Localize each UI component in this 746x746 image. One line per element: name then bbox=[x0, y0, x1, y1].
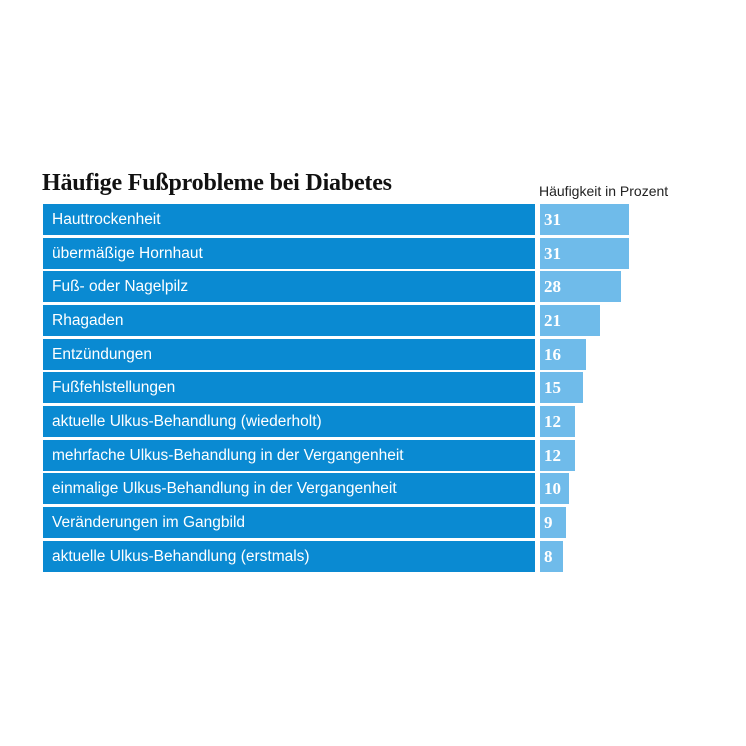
bar-row bbox=[0, 372, 746, 403]
bar-row bbox=[0, 507, 746, 538]
bar-row bbox=[0, 473, 746, 504]
category-label: mehrfache Ulkus-Behandlung in der Vergangenheit bbox=[52, 446, 404, 464]
value-label: 8 bbox=[544, 546, 553, 566]
category-label-box bbox=[43, 305, 535, 336]
category-label: Fuß- oder Nagelpilz bbox=[52, 277, 189, 295]
value-label: 28 bbox=[544, 276, 561, 296]
category-label-box bbox=[43, 204, 535, 235]
value-bar bbox=[540, 372, 583, 403]
value-label: 12 bbox=[544, 445, 561, 465]
value-label: 31 bbox=[544, 243, 561, 263]
value-label: 10 bbox=[544, 478, 561, 498]
category-label-box bbox=[43, 473, 535, 504]
category-label-box bbox=[43, 541, 535, 572]
category-label: Rhagaden bbox=[52, 311, 124, 329]
bar-row bbox=[0, 406, 746, 437]
category-label-box bbox=[43, 507, 535, 538]
bar-row bbox=[0, 271, 746, 302]
value-label: 16 bbox=[544, 344, 561, 364]
category-label: einmalige Ulkus-Behandlung in der Vergangenheit bbox=[52, 479, 397, 497]
category-label: Veränderungen im Gangbild bbox=[52, 513, 246, 531]
category-label: Entzündungen bbox=[52, 345, 152, 363]
category-label: Hauttrockenheit bbox=[52, 210, 161, 228]
category-label-box bbox=[43, 372, 535, 403]
value-label: 9 bbox=[544, 512, 553, 532]
category-label: übermäßige Hornhaut bbox=[52, 244, 203, 262]
bar-row bbox=[0, 204, 746, 235]
bar-row bbox=[0, 238, 746, 269]
bar-row bbox=[0, 440, 746, 471]
bar-row bbox=[0, 541, 746, 572]
bar-row bbox=[0, 339, 746, 370]
value-label: 15 bbox=[544, 377, 561, 397]
value-bar bbox=[540, 238, 629, 269]
category-label-box bbox=[43, 339, 535, 370]
chart-title: Häufige Fußprobleme bei Diabetes bbox=[42, 170, 392, 196]
value-bar bbox=[540, 339, 586, 370]
category-label-box bbox=[43, 440, 535, 471]
value-bar bbox=[540, 541, 563, 572]
value-label: 31 bbox=[544, 209, 561, 229]
bar-row bbox=[0, 305, 746, 336]
value-bar bbox=[540, 271, 621, 302]
category-label: Fußfehlstellungen bbox=[52, 378, 176, 396]
value-bar bbox=[540, 473, 569, 504]
value-bar bbox=[540, 507, 566, 538]
category-label: aktuelle Ulkus-Behandlung (erstmals) bbox=[52, 547, 310, 565]
value-label: 12 bbox=[544, 411, 561, 431]
category-label-box bbox=[43, 406, 535, 437]
unit-label: Häufigkeit in Prozent bbox=[539, 183, 669, 199]
category-label-box bbox=[43, 271, 535, 302]
value-bar bbox=[540, 204, 629, 235]
value-bar bbox=[540, 406, 575, 437]
category-label: aktuelle Ulkus-Behandlung (wiederholt) bbox=[52, 412, 322, 430]
value-bar bbox=[540, 305, 600, 336]
value-label: 21 bbox=[544, 310, 561, 330]
value-bar bbox=[540, 440, 575, 471]
category-label-box bbox=[43, 238, 535, 269]
